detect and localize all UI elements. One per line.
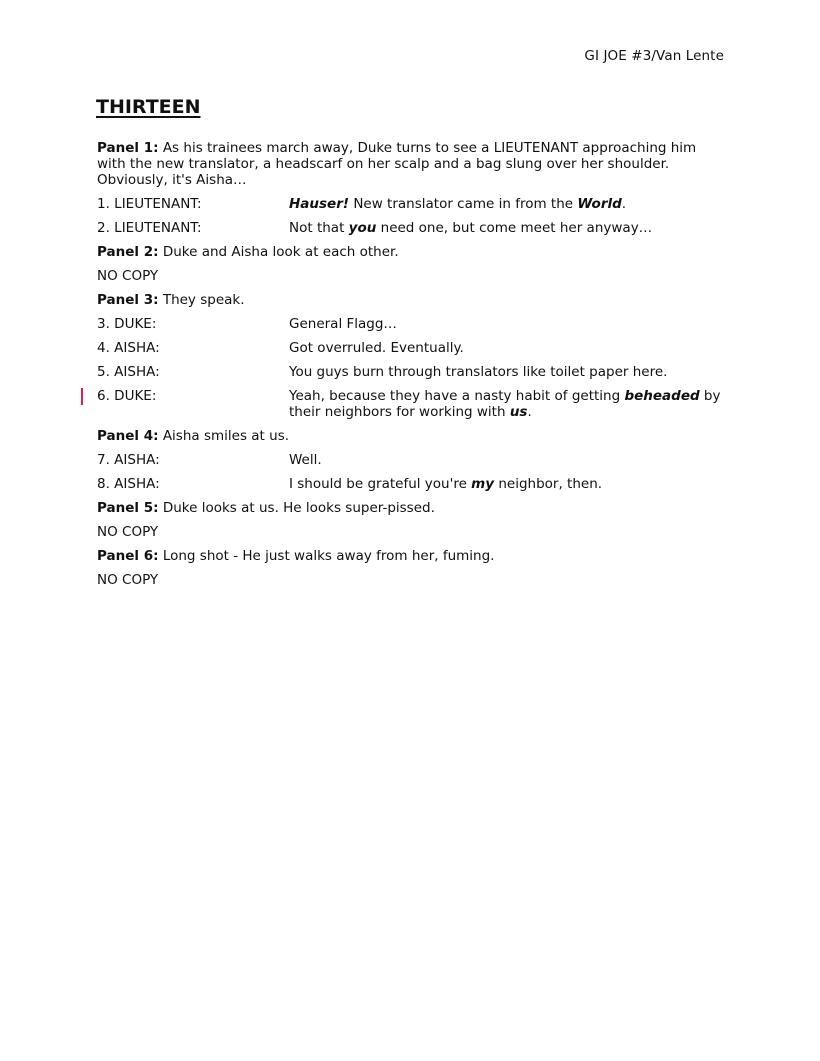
- speaker: 5. AISHA:: [97, 364, 160, 380]
- panel-label: Panel 1:: [97, 140, 159, 156]
- revision-change-bar: [81, 388, 83, 405]
- panel-text: They speak.: [158, 292, 245, 308]
- panel-label: Panel 6:: [97, 548, 159, 564]
- text-run: .: [527, 404, 532, 420]
- panel-text: Duke and Aisha look at each other.: [158, 244, 399, 260]
- speaker: 1. LIEUTENANT:: [97, 196, 202, 212]
- panel-2-description: [97, 244, 727, 260]
- text-run: Not that: [289, 220, 349, 236]
- speaker: 6. DUKE:: [97, 388, 157, 404]
- dialogue-line-7: [97, 452, 727, 468]
- dialogue-line-2: [97, 220, 727, 236]
- dialogue-line-3: [97, 316, 727, 332]
- dialogue-text: [289, 220, 727, 236]
- script-body: [97, 140, 727, 596]
- dialogue-line-5: [97, 364, 727, 380]
- speaker: 3. DUKE:: [97, 316, 157, 332]
- panel-4-description: [97, 428, 727, 444]
- dialogue-line-4: [97, 340, 727, 356]
- text-run: .: [621, 196, 627, 212]
- text-run: by their neighbors for working with: [289, 388, 721, 420]
- panel-text: Duke looks at us. He looks super-pissed.: [158, 500, 435, 516]
- dialogue-line-8: [97, 476, 727, 492]
- speaker: 8. AISHA:: [97, 476, 160, 492]
- text-run: I should be grateful you're: [289, 476, 472, 492]
- emphasis: you: [348, 220, 377, 236]
- dialogue-text: Got overruled. Eventually.: [289, 340, 464, 356]
- emphasis: us: [509, 404, 528, 420]
- panel-label: Panel 2:: [97, 244, 159, 260]
- dialogue-text: You guys burn through translators like toilet paper here.: [289, 364, 668, 380]
- emphasis: beheaded: [624, 388, 700, 404]
- dialogue-line-6: [97, 388, 727, 420]
- panel-text: Long shot - He just walks away from her, fuming.: [158, 548, 495, 564]
- panel-3-description: [97, 292, 727, 308]
- no-copy-note: NO COPY: [97, 268, 159, 284]
- panel-label: Panel 3:: [97, 292, 159, 308]
- dialogue-text: Well.: [289, 452, 322, 468]
- panel-6-description: [97, 548, 727, 564]
- speaker: 7. AISHA:: [97, 452, 160, 468]
- panel-text: Aisha smiles at us.: [158, 428, 290, 444]
- dialogue-line-1: [97, 196, 727, 212]
- emphasis: Hauser!: [289, 196, 350, 212]
- dialogue-text: [289, 388, 727, 420]
- dialogue-text: [289, 476, 727, 492]
- panel-label: Panel 5:: [97, 500, 159, 516]
- text-run: New translator came in from the: [349, 196, 578, 212]
- speaker: 2. LIEUTENANT:: [97, 220, 202, 236]
- dialogue-text: General Flagg…: [289, 316, 397, 332]
- text-run: need one, but come meet her anyway…: [376, 220, 653, 236]
- no-copy-note: NO COPY: [97, 524, 159, 540]
- panel-text: As his trainees march away, Duke turns to see a LIEUTENANT approaching him with the new translator, a headscarf on her scalp and a bag slung over her shoulder. Obviously, it's Aisha…: [97, 140, 697, 188]
- no-copy-note: NO COPY: [97, 572, 159, 588]
- text-run: Yeah, because they have a nasty habit of getting: [289, 388, 625, 404]
- running-header: GI JOE #3/Van Lente: [584, 48, 724, 64]
- page-title: THIRTEEN: [96, 96, 201, 118]
- speaker: 4. AISHA:: [97, 340, 160, 356]
- dialogue-text: [289, 196, 727, 212]
- emphasis: my: [471, 476, 495, 492]
- panel-1-description: [97, 140, 727, 188]
- panel-label: Panel 4:: [97, 428, 159, 444]
- text-run: neighbor, then.: [494, 476, 603, 492]
- panel-5-description: [97, 500, 727, 516]
- emphasis: World: [577, 196, 622, 212]
